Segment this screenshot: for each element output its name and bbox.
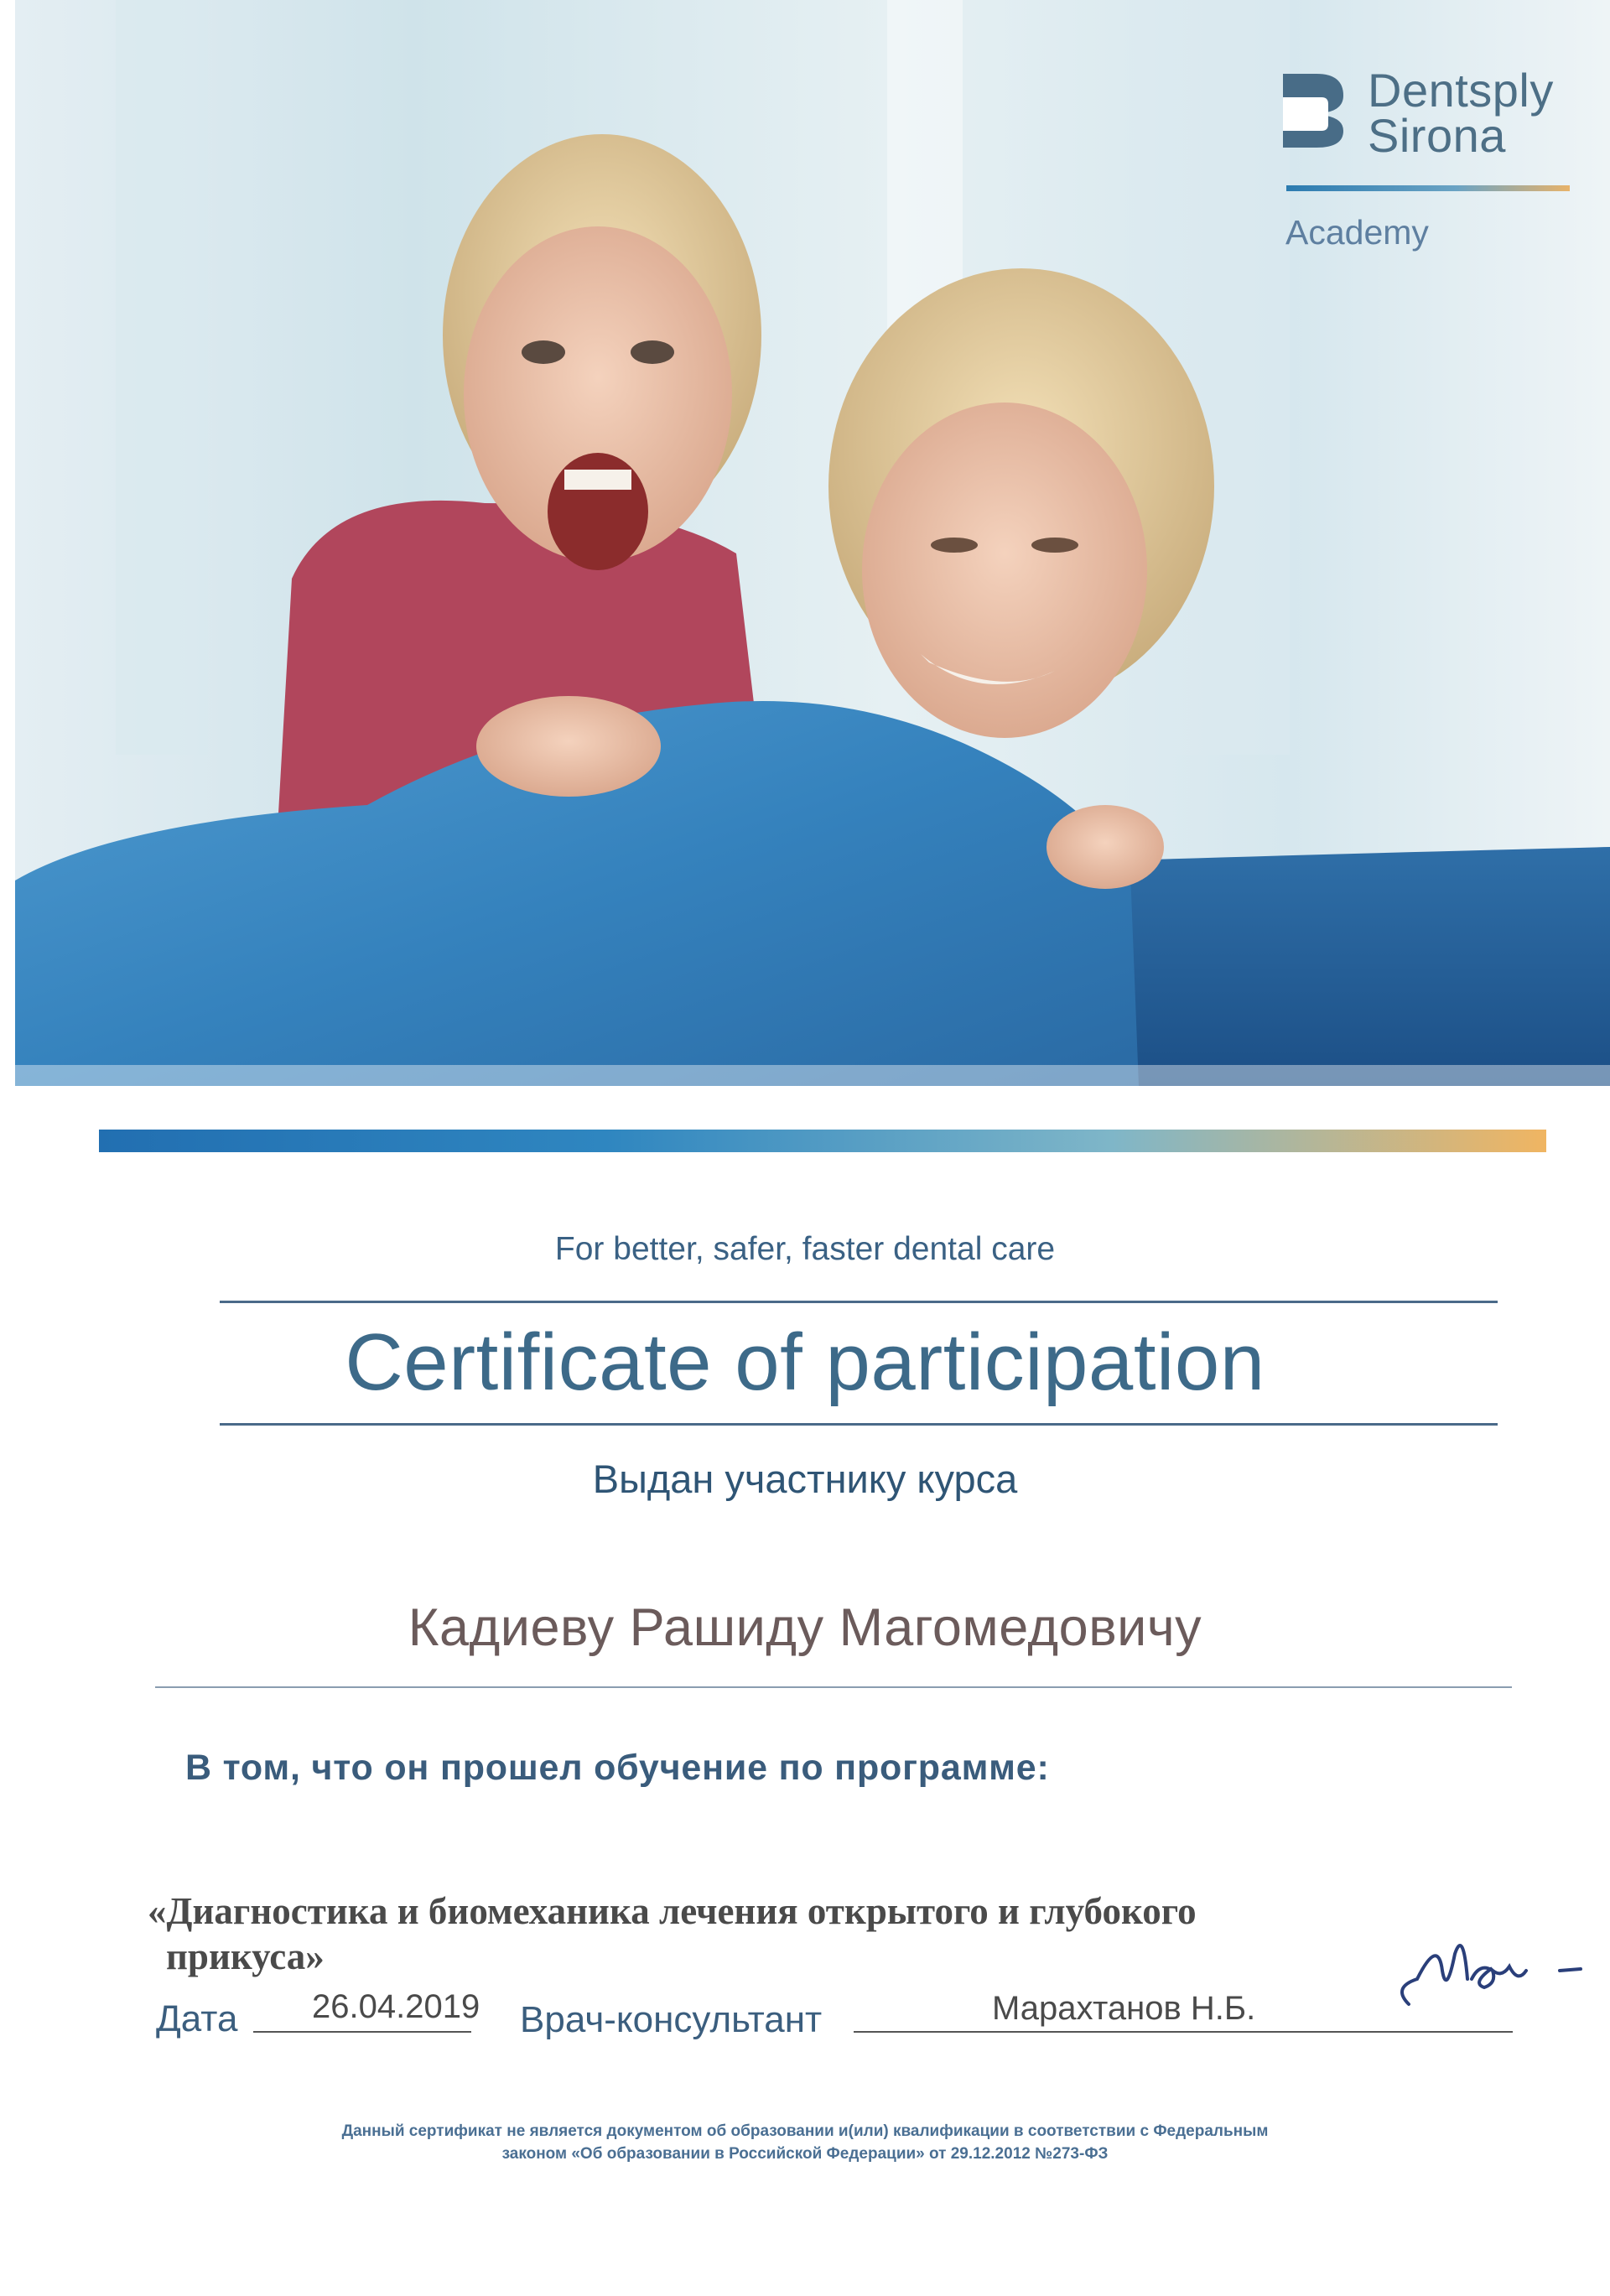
consultant-name: Марахтанов Н.Б. [992,1990,1256,2027]
participant-name: Кадиеву Рашиду Магомедовичу [408,1598,1202,1657]
handwritten-signature [1392,1920,1602,2038]
title-rule-bottom [220,1423,1498,1426]
brand-name-line1: Dentsply [1368,64,1554,117]
date-underline [253,2031,471,2033]
logo-divider [1286,185,1570,191]
disclaimer-line1: Данный сертификат не является документом об образовании и(или) квалификации в соответствии с Федеральным [341,2122,1269,2140]
brand-division: Academy [1285,213,1429,252]
program-title-line1: «Диагностика и биомеханика лечения открытого и глубокого [148,1890,1197,1932]
name-underline [155,1686,1512,1688]
program-title-line2: прикуса» [166,1935,325,1977]
tagline: For better, safer, faster dental care [554,1231,1056,1267]
gradient-band [99,1130,1546,1152]
certificate-title: Certificate of participation [345,1317,1265,1407]
title-rule-top [220,1301,1498,1303]
consultant-label: Врач-консультант [520,1999,823,2040]
date-label: Дата [156,1998,238,2039]
statement-text: В том, что он прошел обучение по программе: [185,1748,1050,1788]
disclaimer-line2: законом «Об образовании в Российской Федерации» от 29.12.2012 №273-ФЗ [501,2145,1109,2163]
program-title [148,1888,1456,1979]
issued-to-label: Выдан участнику курса [592,1457,1018,1501]
dentsply-sirona-logo-icon [1280,70,1347,151]
legal-disclaimer [0,2120,1610,2165]
brand-name-line2: Sirona [1368,109,1506,162]
date-value: 26.04.2019 [312,1988,480,2025]
brand-logo [1280,65,1581,250]
